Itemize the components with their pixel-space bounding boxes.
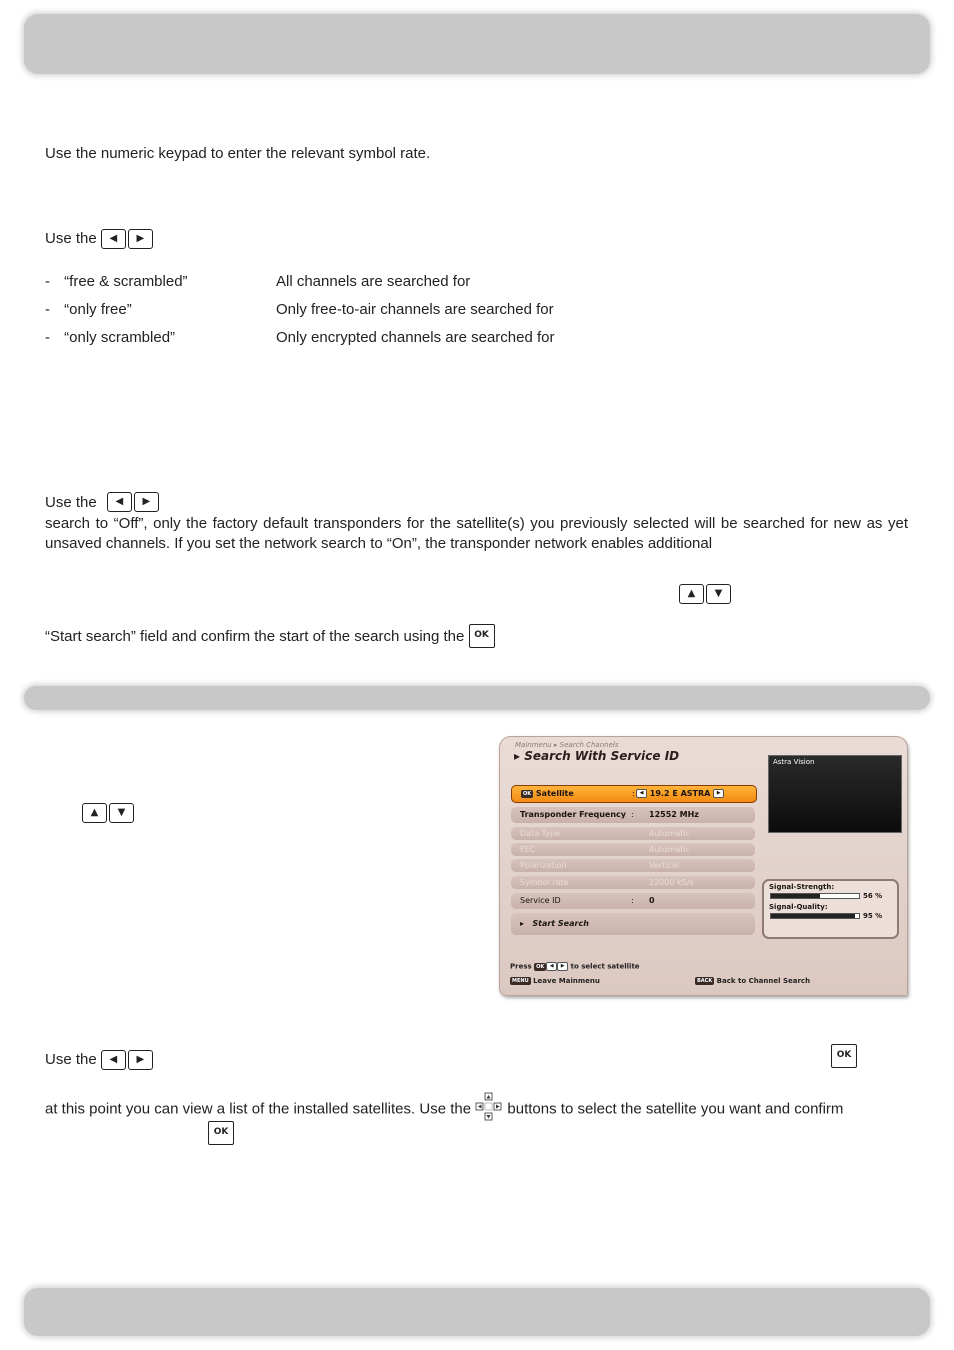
up-arrow-key-icon: ▲ xyxy=(679,584,704,604)
up-down-keys xyxy=(82,803,134,823)
option-name: “only scrambled” xyxy=(64,329,176,346)
ok-key-icon: OK xyxy=(208,1121,234,1145)
left-arrow-key-icon: ◀ xyxy=(101,229,126,249)
right-arrow-key-icon: ▶ xyxy=(134,492,159,512)
osd-row-label: Data Type xyxy=(520,829,561,838)
option-dash: - xyxy=(45,273,50,290)
signal-quality-bar xyxy=(770,913,860,919)
signal-strength-value: 56 % xyxy=(863,892,883,900)
osd-row-value: 22000 kS/s xyxy=(649,878,694,887)
down-arrow-key-icon: ▼ xyxy=(109,803,134,823)
osd-row-label: Symbol rate xyxy=(520,878,569,887)
osd-row-label: Service ID xyxy=(520,896,561,905)
left-arrow-mini-icon: ◀ xyxy=(546,962,557,971)
osd-title-text: Search With Service ID xyxy=(524,749,680,763)
osd-row-colon: : xyxy=(631,810,634,819)
right-arrow-key-icon: ▶ xyxy=(128,1050,153,1070)
option-name: “free & scrambled” xyxy=(64,273,188,290)
up-down-keys xyxy=(679,584,731,604)
osd-row-value: Vertical xyxy=(649,861,679,870)
service-id-line2 xyxy=(45,1092,843,1127)
option-dash: - xyxy=(45,301,50,318)
start-search-sentence: “Start search” field and confirm the start of the search using the xyxy=(45,628,465,645)
osd-footer-select: Press OK ◀ ▶ to select satellite xyxy=(510,962,640,971)
symbol-rate-text: Use the numeric keypad to enter the relevant symbol rate. xyxy=(45,145,431,162)
signal-strength-fill xyxy=(771,894,820,898)
footer-band xyxy=(24,1288,930,1336)
back-key-icon: BACK xyxy=(697,978,713,984)
option-only-scrambled xyxy=(45,328,175,347)
osd-row-value: 0 xyxy=(649,896,655,905)
signal-quality-value: 95 % xyxy=(863,912,883,920)
start-search-text xyxy=(45,624,495,648)
osd-row-colon: : xyxy=(632,789,635,798)
option-desc: Only free-to-air channels are searched for xyxy=(276,301,554,318)
osd-row-value: ◀ 19.2 E ASTRA ▶ xyxy=(636,786,724,801)
osd-row-frequency[interactable] xyxy=(511,807,755,823)
osd-start-search-button[interactable] xyxy=(511,913,755,935)
header-band xyxy=(24,14,930,74)
service-id-line2-after: buttons to select the satellite you want and confirm xyxy=(507,1100,844,1118)
section-band xyxy=(24,686,930,710)
channel-preview xyxy=(768,755,902,833)
option-free-scrambled xyxy=(45,272,188,291)
option-desc: Only encrypted channels are searched for xyxy=(276,329,555,346)
network-paragraph: search to “Off”, only the factory default transponders for the satellite(s) you previously selected will be searched for new as yet unsaved channels. If you set the network search to “On”, the transponder network enables additional xyxy=(45,515,908,552)
osd-row-colon: : xyxy=(631,896,634,905)
osd-row-service-id[interactable] xyxy=(511,893,755,909)
osd-title: ▸ Search With Service ID xyxy=(514,749,680,763)
option-desc: All channels are searched for xyxy=(276,273,471,290)
osd-row-value: 12552 MHz xyxy=(649,810,699,819)
osd-row-dim xyxy=(511,843,755,856)
navigation-cross-icon xyxy=(475,1092,503,1127)
osd-row-dim xyxy=(511,827,755,840)
osd-row-label: OK Satellite xyxy=(523,789,574,798)
signal-strength-bar xyxy=(770,893,860,899)
service-id-line2-before: at this point you can view a list of the installed satellites. Use the xyxy=(45,1100,472,1118)
left-arrow-mini-icon: ◀ xyxy=(636,789,647,798)
scrambled-intro xyxy=(45,229,153,249)
signal-strength-label: Signal-Strength: xyxy=(769,883,835,891)
osd-footer-leave: MENU Leave Mainmenu xyxy=(512,977,600,985)
right-arrow-mini-icon: ▶ xyxy=(557,962,568,971)
service-id-intro xyxy=(45,1050,153,1070)
up-arrow-key-icon: ▲ xyxy=(82,803,107,823)
osd-start-search-label: ▸ Start Search xyxy=(520,919,589,928)
signal-quality-label: Signal-Quality: xyxy=(769,903,828,911)
right-arrow-mini-icon: ▶ xyxy=(713,789,724,798)
osd-breadcrumb: Mainmenu ▸ Search Channels xyxy=(515,741,619,749)
osd-screenshot xyxy=(499,736,908,996)
osd-footer-back: BACK Back to Channel Search xyxy=(697,977,811,985)
service-id-intro-text: Use the xyxy=(45,1051,97,1068)
osd-row-label: FEC xyxy=(520,845,536,854)
osd-row-satellite[interactable] xyxy=(511,785,757,803)
menu-key-icon: MENU xyxy=(512,978,529,984)
osd-row-value: Automatic xyxy=(649,829,691,838)
option-name: “only free” xyxy=(64,301,132,318)
osd-row-dim xyxy=(511,859,755,872)
ok-key-bottom xyxy=(208,1121,234,1145)
down-arrow-key-icon: ▼ xyxy=(706,584,731,604)
osd-row-dim xyxy=(511,876,755,889)
ok-mini-icon: OK xyxy=(536,963,545,970)
network-intro-text: Use the xyxy=(45,494,97,511)
ok-key-icon: OK xyxy=(469,624,495,648)
left-arrow-key-icon: ◀ xyxy=(107,492,132,512)
left-arrow-key-icon: ◀ xyxy=(101,1050,126,1070)
signal-quality-fill xyxy=(771,914,855,918)
scrambled-intro-text: Use the xyxy=(45,230,97,247)
option-only-free xyxy=(45,300,132,319)
ok-key-right xyxy=(831,1044,857,1068)
osd-row-label: Transponder Frequency xyxy=(520,810,627,819)
osd-row-value: Automatic xyxy=(649,845,691,854)
signal-box xyxy=(762,879,899,939)
network-intro xyxy=(45,492,159,512)
osd-row-label: Polarization xyxy=(520,861,567,870)
ok-key-icon: OK xyxy=(831,1044,857,1068)
right-arrow-key-icon: ▶ xyxy=(128,229,153,249)
ok-mini-icon: OK xyxy=(523,790,532,797)
option-dash: - xyxy=(45,329,50,346)
preview-channel-name: Astra Vision xyxy=(773,758,815,766)
